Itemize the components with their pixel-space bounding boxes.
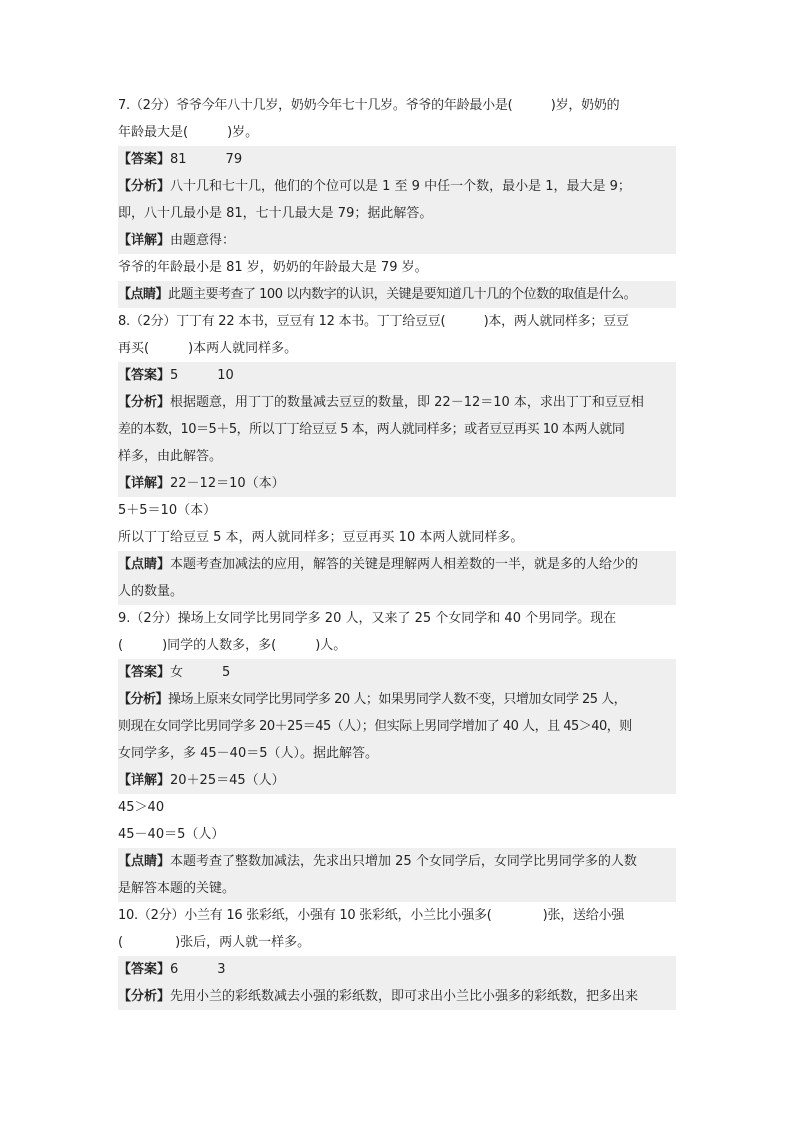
question-9-text: 9.（2分）操场上女同学比男同学多 20 人，又来了 25 个女同学和 40 个男同学。现在 (118, 611, 617, 626)
detail-tag: 【详解】 (118, 773, 171, 788)
question-9-analysis-cont-2: 女同学多，多 45－40＝5（人）。据此解答。 (118, 740, 676, 767)
comment-tag: 【点睛】 (118, 287, 169, 302)
question-9-comment (118, 848, 676, 875)
answer-value: 6 3 (170, 962, 226, 977)
question-7-comment (118, 281, 676, 308)
answer-value: 5 10 (170, 368, 234, 383)
answer-value: 81 79 (170, 152, 243, 167)
question-9-answer (118, 659, 676, 686)
question-10-answer (118, 956, 676, 983)
question-7-analysis-cont: 即，八十几最小是 81，七十几最大是 79；据此解答。 (118, 200, 676, 227)
question-10-text-cont: ( )张后，两人就一样多。 (118, 935, 311, 950)
answer-tag: 【答案】 (118, 152, 171, 167)
question-8-analysis-cont-2: 样多，由此解答。 (118, 443, 676, 470)
analysis-text: 八十几和七十几，他们的个位可以是 1 至 9 中任一个数，最小是 1，最大是 9； (170, 179, 631, 194)
detail-text: 由题意得： (170, 233, 236, 248)
question-8-text-cont: 再买( )本两人就同样多。 (118, 341, 298, 356)
answer-value: 女 5 (170, 665, 231, 680)
question-9-text-cont: ( )同学的人数多，多( )人。 (118, 638, 347, 653)
detail-text: 22－12＝10（本） (170, 476, 285, 491)
detail-tag: 【详解】 (118, 476, 171, 491)
question-10-text: 10.（2分）小兰有 16 张彩纸，小强有 10 张彩纸，小兰比小强多( )张，送给小强 (118, 908, 624, 923)
question-7-answer (118, 146, 676, 173)
question-8-answer (118, 362, 676, 389)
question-8-comment-cont: 人的数量。 (118, 578, 676, 605)
comment-text: 本题考查加减法的应用，解答的关键是理解两人相差数的一半，就是多的人给少的 (170, 557, 639, 572)
detail-text: 20＋25＝45（人） (170, 773, 285, 788)
question-8-text: 8.（2分）丁丁有 22 本书，豆豆有 12 本书。丁丁给豆豆( )本，两人就同样多；豆豆 (118, 314, 629, 329)
analysis-tag: 【分析】 (118, 989, 171, 1004)
answer-tag: 【答案】 (118, 368, 171, 383)
question-9-comment-cont: 是解答本题的关键。 (118, 875, 676, 902)
comment-text: 本题考查了整数加减法，先求出只增加 25 个女同学后，女同学比男同学多的人数 (170, 854, 637, 869)
detail-tag: 【详解】 (118, 233, 171, 248)
question-7-text: 7.（2分）爷爷今年八十几岁，奶奶今年七十几岁。爷爷的年龄最小是( )岁，奶奶的 (118, 98, 620, 113)
question-7-detail (118, 227, 676, 254)
question-7-analysis (118, 173, 676, 200)
question-9-detail (118, 767, 676, 794)
analysis-text: 操场上原来女同学比男同学多 20 人；如果男同学人数不变，只增加女同学 25 人， (168, 692, 627, 707)
question-8-detail-cont: 5＋5＝10（本） (118, 503, 217, 518)
analysis-tag: 【分析】 (118, 179, 171, 194)
question-9-analysis (118, 686, 676, 713)
question-7-detail-cont: 爷爷的年龄最小是 81 岁，奶奶的年龄最大是 79 岁。 (118, 260, 428, 275)
analysis-tag: 【分析】 (118, 692, 169, 707)
question-8-analysis-cont: 差的本数，10＝5＋5，所以丁丁给豆豆 5 本，两人就同样多；或者豆豆再买 10 本两人就同 (118, 416, 676, 443)
question-10-analysis (118, 983, 676, 1010)
comment-tag: 【点睛】 (118, 557, 171, 572)
question-9-detail-cont: 45＞40 (118, 800, 165, 815)
document-content (118, 92, 676, 1010)
analysis-text: 根据题意，用丁丁的数量减去豆豆的数量，即 22－12＝10 本，求出丁丁和豆豆相 (170, 395, 644, 410)
analysis-tag: 【分析】 (118, 395, 171, 410)
question-7-text-cont: 年龄最大是( )岁。 (118, 125, 259, 140)
question-8-comment (118, 551, 676, 578)
question-8-analysis (118, 389, 676, 416)
comment-text: 此题主要考查了 100 以内数字的认识，关键是要知道几十几的个位数的取值是什么。 (168, 287, 637, 302)
question-9-detail-cont-2: 45－40＝5（人） (118, 827, 225, 842)
answer-tag: 【答案】 (118, 962, 171, 977)
question-8-detail-cont-2: 所以丁丁给豆豆 5 本，两人就同样多；豆豆再买 10 本两人就同样多。 (118, 530, 524, 545)
comment-tag: 【点睛】 (118, 854, 171, 869)
answer-tag: 【答案】 (118, 665, 171, 680)
question-9-analysis-cont: 则现在女同学比男同学多 20＋25＝45（人）；但实际上男同学增加了 40 人，且 45＞40，则 (118, 713, 676, 740)
question-8-detail (118, 470, 676, 497)
analysis-text: 先用小兰的彩纸数减去小强的彩纸数，即可求出小兰比小强多的彩纸数，把多出来 (170, 989, 639, 1004)
